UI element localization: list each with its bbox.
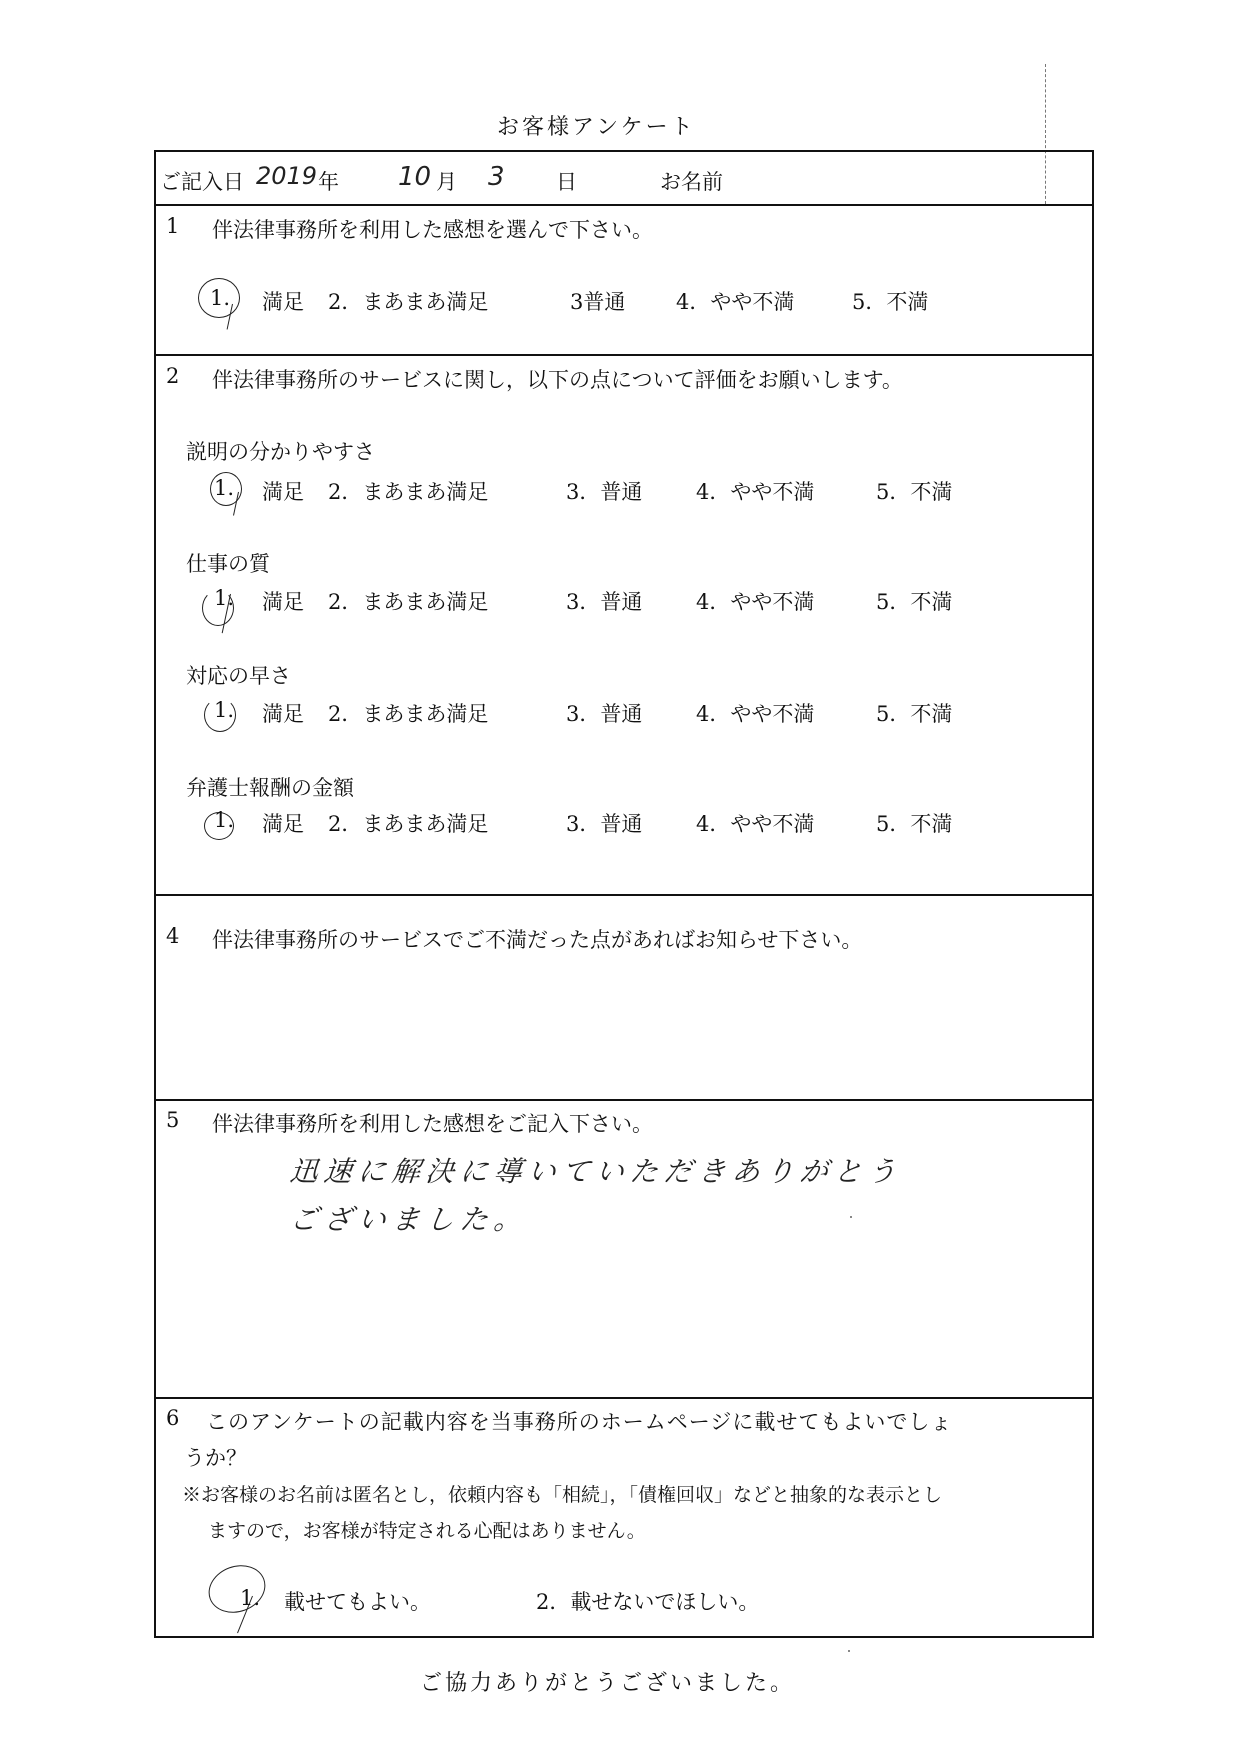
q2-item2-option-5[interactable]: 5．不満 — [876, 590, 953, 614]
q1-option-2[interactable]: 2．まあまあ満足 — [328, 290, 489, 314]
q2-item3-option-4[interactable]: 4．やや不満 — [696, 702, 815, 726]
q4-answer-area[interactable] — [170, 964, 1070, 1084]
q2-item4-option-3[interactable]: 3．普通 — [566, 812, 643, 836]
q6-number: 6 — [166, 1406, 180, 1430]
q2-text: 伴法律事務所のサービスに関し，以下の点について評価をお願いします。 — [212, 368, 903, 392]
q2-item2-option-1-number[interactable]: 1. — [214, 586, 235, 610]
q2-item4-option-1-label[interactable]: 満足 — [262, 812, 304, 836]
year-value[interactable]: 2019 — [256, 162, 318, 190]
name-label: お名前 — [660, 170, 723, 194]
scan-speck — [850, 1216, 852, 1218]
q2-item2-option-4[interactable]: 4．やや不満 — [696, 590, 815, 614]
q1-option-1-number[interactable]: 1. — [210, 286, 231, 310]
q6-note-line1: ※お客様のお名前は匿名とし，依頼内容も「相続」，「債権回収」などと抽象的な表示とし — [182, 1484, 943, 1506]
q5-number: 5 — [166, 1108, 180, 1132]
q2-item4-option-5[interactable]: 5．不満 — [876, 812, 953, 836]
q6-option-1-number[interactable]: 1. — [240, 1586, 261, 1610]
year-unit: 年 — [318, 170, 339, 194]
q6-option-1-label[interactable]: 載せてもよい。 — [284, 1590, 431, 1614]
q5-handwritten-answer-line2[interactable]: ございました。 — [288, 1203, 530, 1236]
q6-text-line1: このアンケートの記載内容を当事務所のホームページに載せてもよいでしょ — [206, 1410, 953, 1434]
q2-item-label: 説明の分かりやすさ — [186, 440, 375, 464]
q2-item1-option-1-label[interactable]: 満足 — [262, 480, 304, 504]
q1-option-1-label[interactable]: 満足 — [262, 290, 304, 314]
q1-option-4[interactable]: 4．やや不満 — [676, 290, 795, 314]
q2-item4-option-1-number[interactable]: 1. — [214, 808, 235, 832]
q5-text: 伴法律事務所を利用した感想をご記入下さい。 — [212, 1112, 653, 1136]
month-unit: 月 — [436, 170, 457, 194]
date-label: ご記入日 — [160, 170, 244, 194]
q2-item3-option-5[interactable]: 5．不満 — [876, 702, 953, 726]
q6-text-line2: うか？ — [184, 1446, 247, 1470]
q2-item-label: 仕事の質 — [186, 552, 270, 576]
q2-item1-option-4[interactable]: 4．やや不満 — [696, 480, 815, 504]
q2-item3-option-1-number[interactable]: 1. — [214, 698, 235, 722]
q1-text: 伴法律事務所を利用した感想を選んで下さい。 — [212, 218, 653, 242]
q6-option-2[interactable]: 2．載せないでほしい。 — [536, 1590, 760, 1614]
q2-item1-option-2[interactable]: 2．まあまあ満足 — [328, 480, 489, 504]
day-value[interactable]: 3 — [488, 162, 505, 192]
thank-you-footer: ご協力ありがとうございました。 — [420, 1671, 796, 1696]
q2-number: 2 — [166, 364, 180, 388]
q2-item4-option-4[interactable]: 4．やや不満 — [696, 812, 815, 836]
survey-title: お客様アンケート — [497, 115, 696, 140]
day-unit: 日 — [556, 170, 577, 194]
q2-item2-option-2[interactable]: 2．まあまあ満足 — [328, 590, 489, 614]
q4-number: 4 — [166, 924, 180, 948]
q2-item3-option-3[interactable]: 3．普通 — [566, 702, 643, 726]
q1-option-3[interactable]: 3普通 — [570, 290, 626, 314]
divider-q2 — [154, 894, 1092, 896]
q1-number: 1 — [166, 214, 180, 238]
q2-item-label: 対応の早さ — [186, 664, 291, 688]
month-value[interactable]: 10 — [398, 162, 432, 192]
scan-speck — [848, 1650, 850, 1652]
q4-text: 伴法律事務所のサービスでご不満だった点があればお知らせ下さい。 — [212, 928, 863, 952]
divider-date-row — [154, 204, 1092, 206]
q2-item1-option-1-number[interactable]: 1. — [214, 476, 235, 500]
q2-item4-option-2[interactable]: 2．まあまあ満足 — [328, 812, 489, 836]
divider-q1 — [154, 354, 1092, 356]
q2-item3-option-1-label[interactable]: 満足 — [262, 702, 304, 726]
q2-item3-option-2[interactable]: 2．まあまあ満足 — [328, 702, 489, 726]
q2-item1-option-3[interactable]: 3．普通 — [566, 480, 643, 504]
q2-item2-option-3[interactable]: 3．普通 — [566, 590, 643, 614]
q2-item2-option-1-label[interactable]: 満足 — [262, 590, 304, 614]
q2-item-label: 弁護士報酬の金額 — [186, 776, 354, 800]
divider-q5 — [154, 1397, 1092, 1399]
q6-note-line2: ますので，お客様が特定される心配はありません。 — [208, 1520, 646, 1542]
q5-handwritten-answer-line1[interactable]: 迅速に解決に導いていただきありがとう — [288, 1155, 904, 1188]
q1-option-5[interactable]: 5．不満 — [852, 290, 929, 314]
divider-q4 — [154, 1099, 1092, 1101]
q2-item1-option-5[interactable]: 5．不満 — [876, 480, 953, 504]
